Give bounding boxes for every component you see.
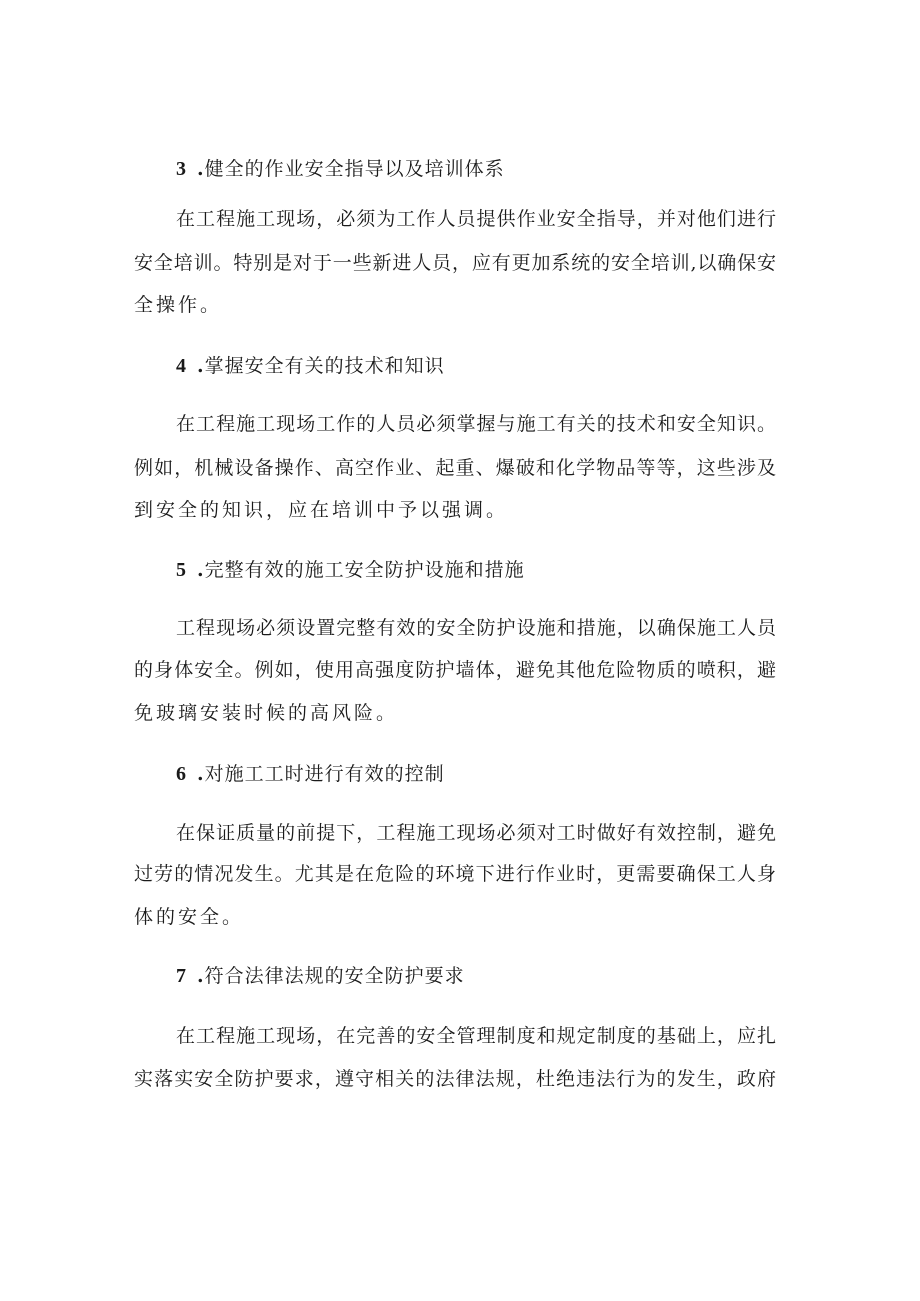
paragraph-line: 过劳的情况发生。尤其是在危险的环境下进行作业时，更需要确保工人身 xyxy=(134,863,776,885)
paragraph-line: 例如，机械设备操作、高空作业、起重、爆破和化学物品等等，这些涉及 xyxy=(134,457,776,479)
paragraph-line: 在保证质量的前提下，工程施工现场必须对工时做好有效控制，避免 xyxy=(176,822,776,844)
paragraph-line: 全操作。 xyxy=(134,294,223,316)
section-dot: . xyxy=(197,965,205,987)
paragraph-line: 在工程施工现场工作的人员必须掌握与施工有关的技术和安全知识。 xyxy=(176,413,776,435)
paragraph-line: 在工程施工现场，在完善的安全管理制度和规定制度的基础上，应扎 xyxy=(176,1025,776,1047)
section-title: 健全的作业安全指导以及培训体系 xyxy=(204,158,505,180)
section-6-heading xyxy=(176,760,445,788)
paragraph-line: 在工程施工现场，必须为工作人员提供作业安全指导，并对他们进行 xyxy=(176,208,776,230)
section-number: 4 xyxy=(176,355,187,377)
section-dot: . xyxy=(197,158,205,180)
section-title: 对施工工时进行有效的控制 xyxy=(204,763,445,785)
section-3-heading xyxy=(176,155,505,183)
paragraph-line: 到安全的知识，应在培训中予以强调。 xyxy=(134,499,509,521)
paragraph-line: 工程现场必须设置完整有效的安全防护设施和措施，以确保施工人员 xyxy=(176,617,776,639)
section-5-heading xyxy=(176,556,525,584)
section-title: 符合法律法规的安全防护要求 xyxy=(204,965,465,987)
section-7-heading xyxy=(176,962,465,990)
section-title: 掌握安全有关的技术和知识 xyxy=(204,355,445,377)
section-dot: . xyxy=(197,559,205,581)
paragraph-line: 实落实安全防护要求，遵守相关的法律法规，杜绝违法行为的发生，政府 xyxy=(134,1068,776,1090)
section-number: 6 xyxy=(176,763,187,785)
paragraph-line: 体的安全。 xyxy=(134,906,245,928)
section-number: 3 xyxy=(176,158,187,180)
paragraph-line: 的身体安全。例如，使用高强度防护墙体，避免其他危险物质的喷积，避 xyxy=(134,659,776,681)
section-number: 7 xyxy=(176,965,187,987)
section-dot: . xyxy=(197,763,205,785)
section-4-heading xyxy=(176,352,445,380)
section-title: 完整有效的施工安全防护设施和措施 xyxy=(204,559,525,581)
section-dot: . xyxy=(197,355,205,377)
section-number: 5 xyxy=(176,559,187,581)
paragraph-line: 安全培训。特别是对于一些新进人员，应有更加系统的安全培训,以确保安 xyxy=(134,252,776,274)
paragraph-line: 免玻璃安装时候的高风险。 xyxy=(134,702,399,724)
